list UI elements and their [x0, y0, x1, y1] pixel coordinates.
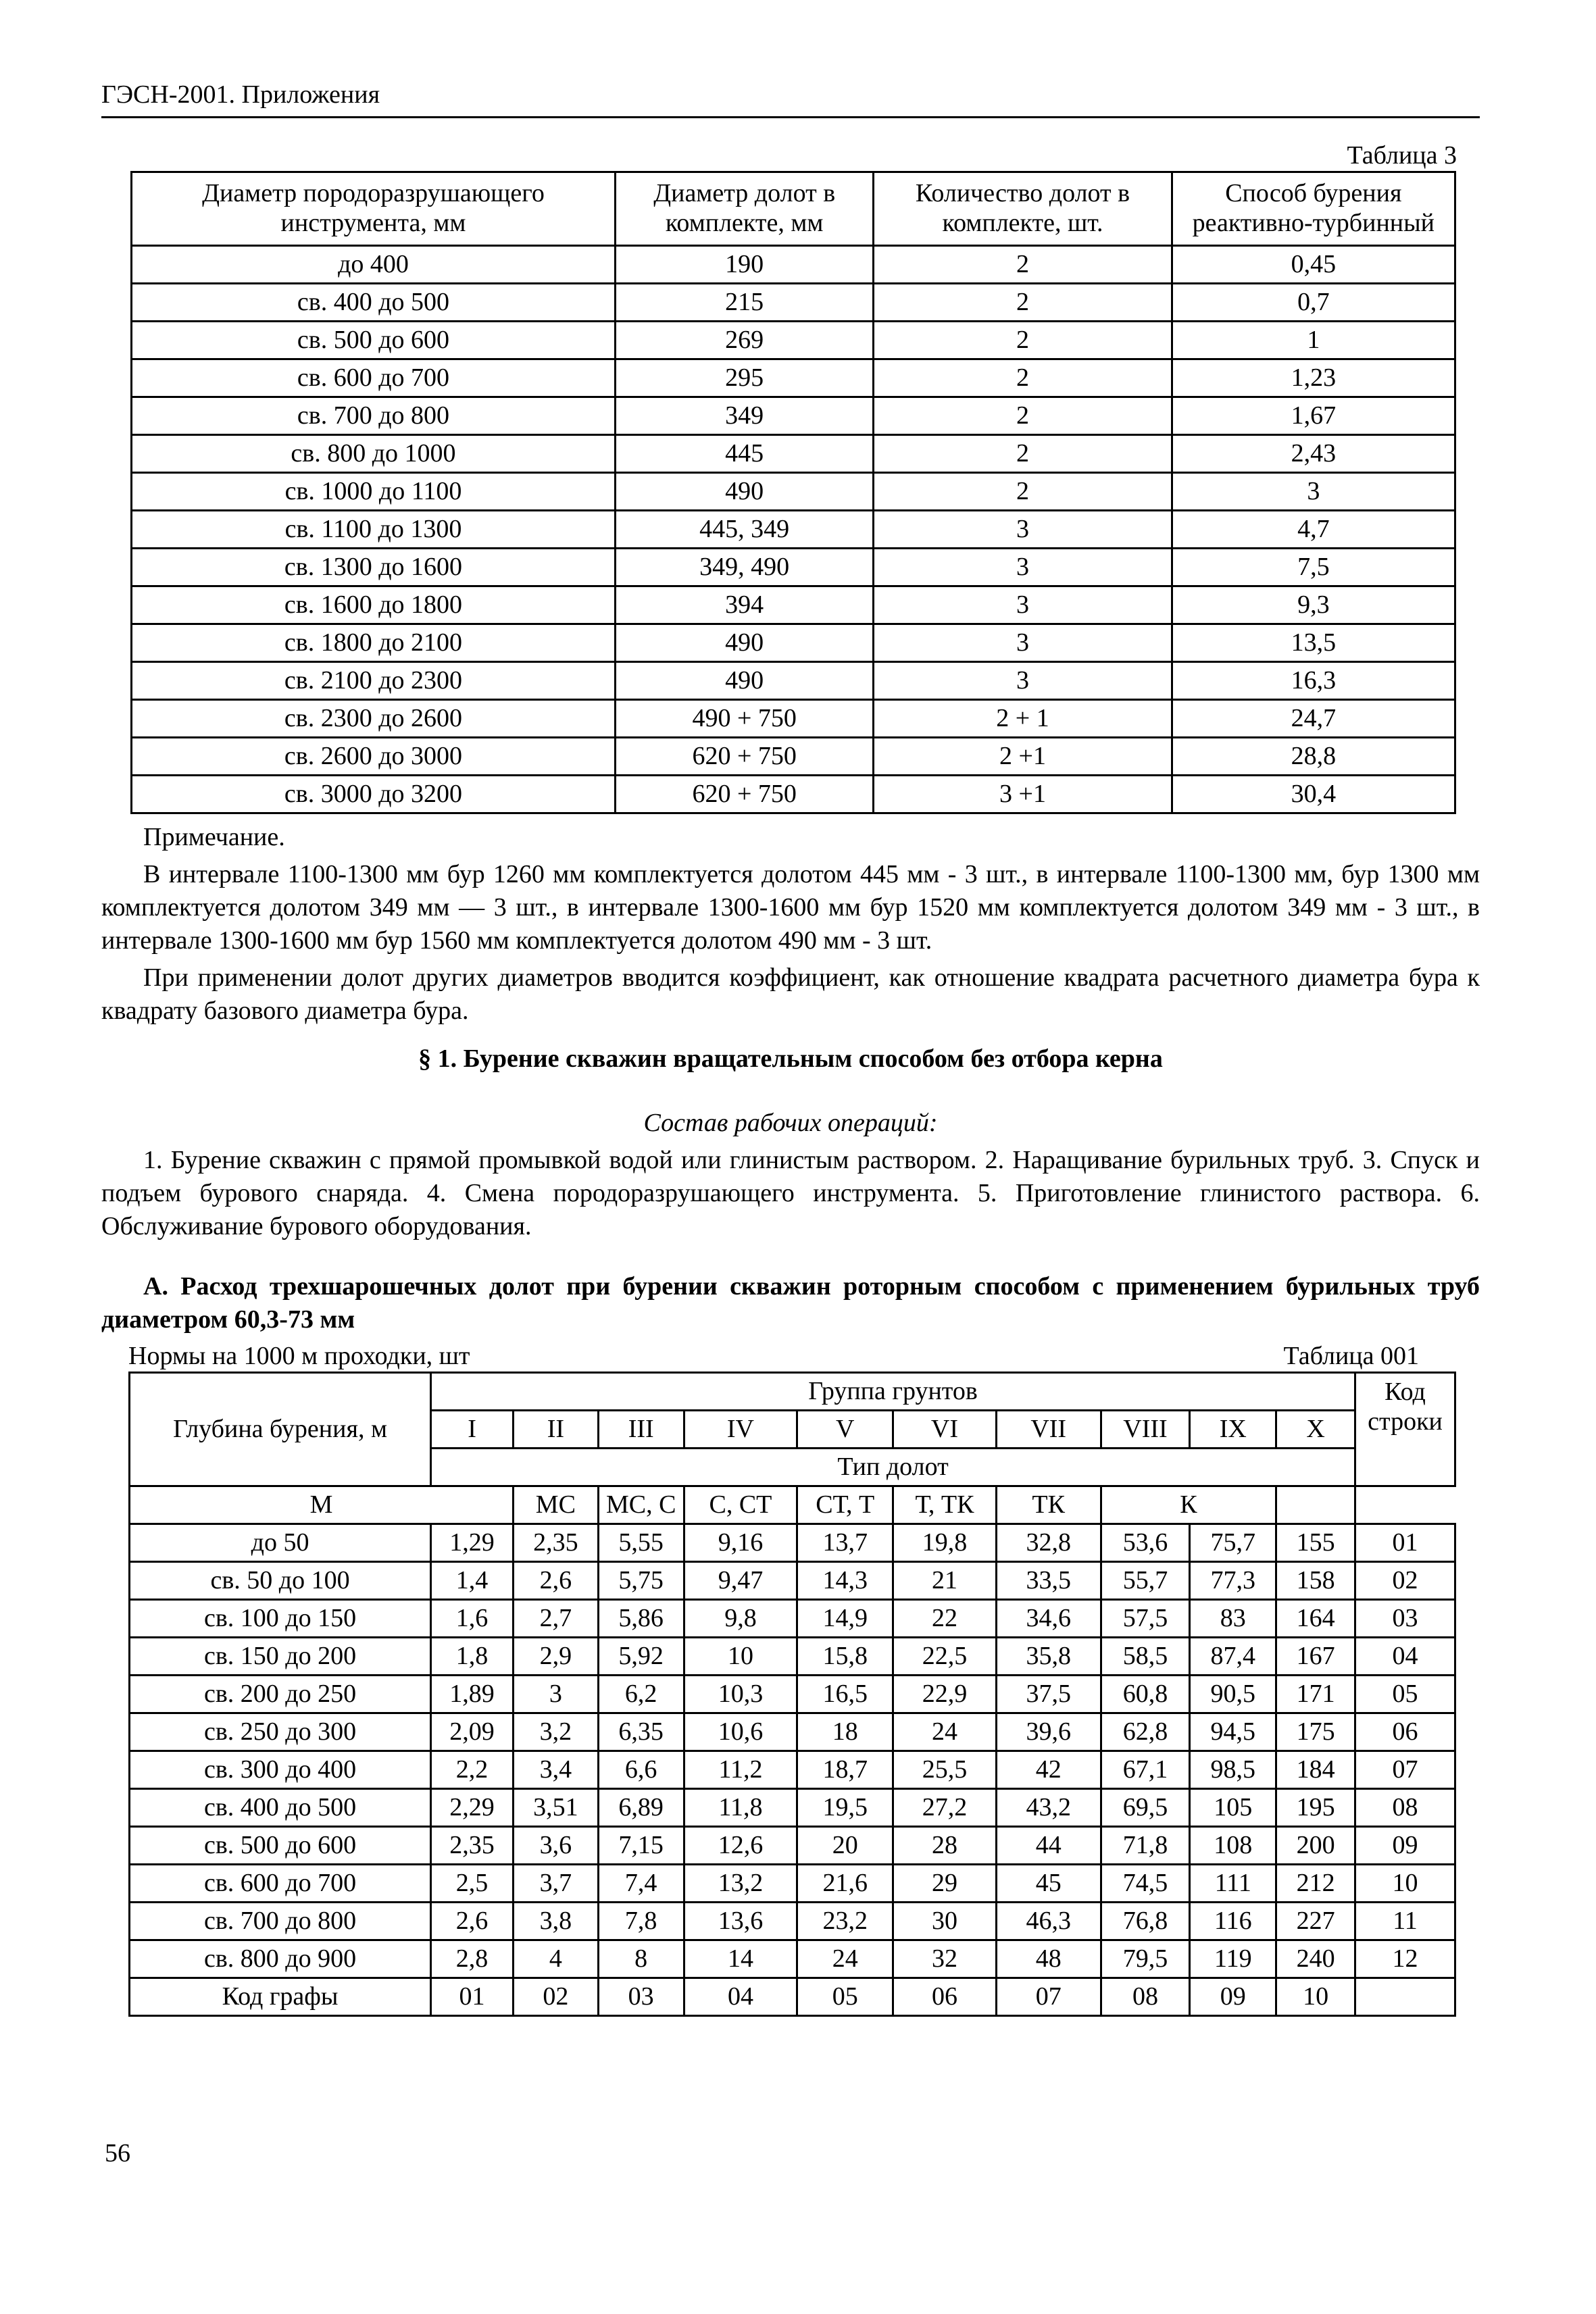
table3-col-bit-count: Количество долот в комплекте, шт.	[874, 172, 1172, 246]
bit-type-cell: ТК	[996, 1486, 1101, 1524]
bit-type-cell: К	[1101, 1486, 1276, 1524]
soil-group-cell: VIII	[1101, 1411, 1190, 1449]
table001-header	[130, 1373, 1455, 1524]
norm-value-cell: 1,6	[431, 1600, 514, 1638]
row-code-cell: 05	[1355, 1676, 1455, 1713]
norm-value-cell: 175	[1276, 1713, 1355, 1751]
norm-value-cell: 2,6	[513, 1562, 598, 1600]
norm-value-cell: 44	[996, 1827, 1101, 1865]
row-code-cell: 02	[1355, 1562, 1455, 1600]
norm-value-cell: 21,6	[797, 1865, 893, 1903]
bit-diameter-cell: 620 + 750	[615, 738, 873, 776]
table3-row	[132, 246, 1455, 284]
table001-row	[130, 1865, 1455, 1903]
table001-row	[130, 1676, 1455, 1713]
table3-header-row	[132, 172, 1455, 246]
tool-diameter-cell: св. 400 до 500	[132, 284, 616, 322]
norm-value-cell: 15,8	[797, 1638, 893, 1676]
norm-value-cell: 35,8	[996, 1638, 1101, 1676]
norm-value-cell: 10,6	[684, 1713, 797, 1751]
table001-row	[130, 1827, 1455, 1865]
norm-value-cell: 22,9	[893, 1676, 997, 1713]
norm-value-cell: 227	[1276, 1903, 1355, 1940]
norm-value-cell: 11,8	[684, 1789, 797, 1827]
norm-value-cell: 16,5	[797, 1676, 893, 1713]
bit-count-cell: 2	[874, 246, 1172, 284]
tool-diameter-cell: св. 1600 до 1800	[132, 586, 616, 624]
norm-value-cell: 158	[1276, 1562, 1355, 1600]
norm-value-cell: 212	[1276, 1865, 1355, 1903]
method-coefficient-cell: 3	[1172, 473, 1455, 511]
norm-value-cell: 46,3	[996, 1903, 1101, 1940]
tool-diameter-cell: до 400	[132, 246, 616, 284]
column-code-cell: 08	[1101, 1978, 1190, 2016]
norm-value-cell: 75,7	[1190, 1524, 1276, 1562]
bit-count-cell: 2	[874, 435, 1172, 473]
table3-col-tool-diameter: Диаметр породоразрушающего инструмента, мм	[132, 172, 616, 246]
bit-diameter-cell: 445	[615, 435, 873, 473]
norm-value-cell: 8	[598, 1940, 684, 1978]
method-coefficient-cell: 0,7	[1172, 284, 1455, 322]
bit-count-cell: 3	[874, 549, 1172, 586]
bit-diameter-cell: 490 + 750	[615, 700, 873, 738]
bit-type-header: Тип долот	[431, 1449, 1355, 1486]
method-coefficient-cell: 28,8	[1172, 738, 1455, 776]
table001-row	[130, 1789, 1455, 1827]
norm-value-cell: 2,29	[431, 1789, 514, 1827]
tool-diameter-cell: св. 2300 до 2600	[132, 700, 616, 738]
norm-value-cell: 32,8	[996, 1524, 1101, 1562]
table3-row	[132, 586, 1455, 624]
row-code-cell: 11	[1355, 1903, 1455, 1940]
norm-value-cell: 116	[1190, 1903, 1276, 1940]
column-code-cell: 04	[684, 1978, 797, 2016]
bit-count-cell: 3	[874, 511, 1172, 549]
norm-value-cell: 28	[893, 1827, 997, 1865]
row-code-cell: 06	[1355, 1713, 1455, 1751]
norm-value-cell: 21	[893, 1562, 997, 1600]
table001-row	[130, 1713, 1455, 1751]
row-code-cell: 01	[1355, 1524, 1455, 1562]
norm-value-cell: 14,9	[797, 1600, 893, 1638]
table001-body	[130, 1524, 1455, 2016]
soil-group-cell: X	[1276, 1411, 1355, 1449]
tool-diameter-cell: св. 3000 до 3200	[132, 776, 616, 813]
table3-row	[132, 473, 1455, 511]
table001-caption: Таблица 001	[1283, 1342, 1419, 1370]
column-code-cell: 07	[996, 1978, 1101, 2016]
running-header: ГЭСН-2001. Приложения	[101, 80, 380, 109]
bit-count-cell: 2	[874, 322, 1172, 359]
soil-group-header: Группа грунтов	[431, 1373, 1355, 1411]
bit-count-cell: 3 +1	[874, 776, 1172, 813]
norm-value-cell: 2,35	[513, 1524, 598, 1562]
table001-row	[130, 1751, 1455, 1789]
table3-row	[132, 549, 1455, 586]
table3-row	[132, 624, 1455, 662]
note-title: Примечание.	[143, 823, 285, 851]
norm-value-cell: 18,7	[797, 1751, 893, 1789]
norm-value-cell: 71,8	[1101, 1827, 1190, 1865]
table3-row	[132, 359, 1455, 397]
bit-type-cell: С, СТ	[684, 1486, 797, 1524]
method-coefficient-cell: 2,43	[1172, 435, 1455, 473]
norm-value-cell: 6,35	[598, 1713, 684, 1751]
bit-type-cell: МС	[513, 1486, 598, 1524]
norm-value-cell: 167	[1276, 1638, 1355, 1676]
norm-value-cell: 7,15	[598, 1827, 684, 1865]
tool-diameter-cell: св. 1300 до 1600	[132, 549, 616, 586]
norm-value-cell: 30	[893, 1903, 997, 1940]
norm-value-cell: 76,8	[1101, 1903, 1190, 1940]
method-coefficient-cell: 1,67	[1172, 397, 1455, 435]
depth-cell: св. 600 до 700	[130, 1865, 431, 1903]
norm-value-cell: 9,16	[684, 1524, 797, 1562]
table3	[130, 171, 1456, 814]
norm-value-cell: 29	[893, 1865, 997, 1903]
norm-value-cell: 45	[996, 1865, 1101, 1903]
bit-diameter-cell: 394	[615, 586, 873, 624]
norm-value-cell: 53,6	[1101, 1524, 1190, 1562]
norm-value-cell: 83	[1190, 1600, 1276, 1638]
norm-value-cell: 2,6	[431, 1903, 514, 1940]
soil-group-cell: I	[431, 1411, 514, 1449]
norm-value-cell: 1,4	[431, 1562, 514, 1600]
norm-value-cell: 62,8	[1101, 1713, 1190, 1751]
norm-value-cell: 55,7	[1101, 1562, 1190, 1600]
table3-col-method: Способ бурения реактивно-турбинный	[1172, 172, 1455, 246]
norm-value-cell: 184	[1276, 1751, 1355, 1789]
bit-diameter-cell: 190	[615, 246, 873, 284]
method-coefficient-cell: 13,5	[1172, 624, 1455, 662]
depth-cell: до 50	[130, 1524, 431, 1562]
method-coefficient-cell: 4,7	[1172, 511, 1455, 549]
depth-cell: св. 400 до 500	[130, 1789, 431, 1827]
bit-type-empty-cell	[1276, 1486, 1355, 1524]
method-coefficient-cell: 0,45	[1172, 246, 1455, 284]
norm-value-cell: 2,5	[431, 1865, 514, 1903]
bit-diameter-cell: 295	[615, 359, 873, 397]
row-code-header: Код строки	[1355, 1373, 1455, 1486]
norm-value-cell: 22	[893, 1600, 997, 1638]
table001-row	[130, 1562, 1455, 1600]
page-number: 56	[105, 2139, 130, 2167]
norm-value-cell: 19,8	[893, 1524, 997, 1562]
depth-header: Глубина бурения, м	[130, 1373, 431, 1486]
norm-value-cell: 79,5	[1101, 1940, 1190, 1978]
norm-value-cell: 67,1	[1101, 1751, 1190, 1789]
bit-count-cell: 2	[874, 397, 1172, 435]
soil-group-cell: II	[513, 1411, 598, 1449]
norm-value-cell: 3,2	[513, 1713, 598, 1751]
column-code-label: Код графы	[130, 1978, 431, 2016]
tool-diameter-cell: св. 800 до 1000	[132, 435, 616, 473]
method-coefficient-cell: 1,23	[1172, 359, 1455, 397]
section-title: § 1. Бурение скважин вращательным способом без отбора керна	[418, 1045, 1163, 1073]
norm-value-cell: 2,2	[431, 1751, 514, 1789]
row-code-cell: 09	[1355, 1827, 1455, 1865]
norm-value-cell: 195	[1276, 1789, 1355, 1827]
tool-diameter-cell: св. 500 до 600	[132, 322, 616, 359]
norm-value-cell: 14,3	[797, 1562, 893, 1600]
norm-value-cell: 25,5	[893, 1751, 997, 1789]
norm-value-cell: 2,35	[431, 1827, 514, 1865]
table3-row	[132, 322, 1455, 359]
norm-value-cell: 4	[513, 1940, 598, 1978]
norm-value-cell: 108	[1190, 1827, 1276, 1865]
norm-value-cell: 10	[684, 1638, 797, 1676]
note-paragraph-2: При применении долот других диаметров вводится коэффициент, как отношение квадрата расчетного диаметра бура к квадрату базового диаметра бура.	[101, 963, 1480, 1025]
norm-value-cell: 171	[1276, 1676, 1355, 1713]
norm-value-cell: 3,8	[513, 1903, 598, 1940]
table3-col-bit-diameter: Диаметр долот в комплекте, мм	[615, 172, 873, 246]
norm-value-cell: 74,5	[1101, 1865, 1190, 1903]
norm-value-cell: 111	[1190, 1865, 1276, 1903]
norm-value-cell: 1,8	[431, 1638, 514, 1676]
norm-value-cell: 3	[513, 1676, 598, 1713]
depth-cell: св. 250 до 300	[130, 1713, 431, 1751]
tool-diameter-cell: св. 1000 до 1100	[132, 473, 616, 511]
soil-group-cell: IX	[1190, 1411, 1276, 1449]
bit-diameter-cell: 620 + 750	[615, 776, 873, 813]
norm-value-cell: 10,3	[684, 1676, 797, 1713]
soil-group-cell: IV	[684, 1411, 797, 1449]
norm-value-cell: 240	[1276, 1940, 1355, 1978]
column-code-cell: 01	[431, 1978, 514, 2016]
operations-title: Состав рабочих операций:	[643, 1109, 938, 1137]
row-code-cell: 04	[1355, 1638, 1455, 1676]
depth-cell: св. 300 до 400	[130, 1751, 431, 1789]
row-code-cell: 03	[1355, 1600, 1455, 1638]
norm-value-cell: 5,55	[598, 1524, 684, 1562]
note-paragraph-1: В интервале 1100-1300 мм бур 1260 мм комплектуется долотом 445 мм - 3 шт., в интервале 1100-1300 мм, бур 1300 мм комплектуется долотом 349 мм — 3 шт., в интервале 1300-1600 мм бур 1520 мм комплектуется долотом 349 мм - 3 шт., в интервале 1300-1600 мм бур 1560 мм комплектуется долотом 490 мм - 3 шт.	[101, 860, 1480, 955]
table3-row	[132, 700, 1455, 738]
method-coefficient-cell: 16,3	[1172, 662, 1455, 700]
soil-group-cell: V	[797, 1411, 893, 1449]
tool-diameter-cell: св. 700 до 800	[132, 397, 616, 435]
depth-cell: св. 200 до 250	[130, 1676, 431, 1713]
bit-diameter-cell: 490	[615, 473, 873, 511]
header-rule	[101, 116, 1480, 118]
bit-diameter-cell: 445, 349	[615, 511, 873, 549]
bit-type-cell: СТ, Т	[797, 1486, 893, 1524]
norm-value-cell: 32	[893, 1940, 997, 1978]
norm-value-cell: 1,29	[431, 1524, 514, 1562]
tool-diameter-cell: св. 2100 до 2300	[132, 662, 616, 700]
norm-value-cell: 105	[1190, 1789, 1276, 1827]
norm-value-cell: 1,89	[431, 1676, 514, 1713]
bit-diameter-cell: 349, 490	[615, 549, 873, 586]
depth-cell: св. 500 до 600	[130, 1827, 431, 1865]
table3-row	[132, 284, 1455, 322]
method-coefficient-cell: 24,7	[1172, 700, 1455, 738]
norm-value-cell: 60,8	[1101, 1676, 1190, 1713]
table3-row	[132, 662, 1455, 700]
tool-diameter-cell: св. 1800 до 2100	[132, 624, 616, 662]
norm-value-cell: 7,4	[598, 1865, 684, 1903]
method-coefficient-cell: 30,4	[1172, 776, 1455, 813]
table3-row	[132, 397, 1455, 435]
bit-count-cell: 2 + 1	[874, 700, 1172, 738]
depth-cell: св. 100 до 150	[130, 1600, 431, 1638]
tool-diameter-cell: св. 1100 до 1300	[132, 511, 616, 549]
norm-value-cell: 42	[996, 1751, 1101, 1789]
column-code-empty-cell	[1355, 1978, 1455, 2016]
norm-value-cell: 13,6	[684, 1903, 797, 1940]
row-code-cell: 12	[1355, 1940, 1455, 1978]
norm-value-cell: 164	[1276, 1600, 1355, 1638]
norm-value-cell: 7,8	[598, 1903, 684, 1940]
norm-value-cell: 5,92	[598, 1638, 684, 1676]
table001-row	[130, 1600, 1455, 1638]
norm-value-cell: 13,7	[797, 1524, 893, 1562]
bit-count-cell: 3	[874, 586, 1172, 624]
norm-value-cell: 24	[797, 1940, 893, 1978]
operations-text: 1. Бурение скважин с прямой промывкой водой или глинистым раствором. 2. Наращивание бурильных труб. 3. Спуск и подъем бурового снаряда. 4. Смена породоразрушающего инструмента. 5. Приготовление глинистого раствора. 6. Обслуживание бурового оборудования.	[101, 1146, 1480, 1240]
norm-value-cell: 3,4	[513, 1751, 598, 1789]
norm-value-cell: 14	[684, 1940, 797, 1978]
table001-row	[130, 1524, 1455, 1562]
norm-value-cell: 11,2	[684, 1751, 797, 1789]
bit-count-cell: 2	[874, 359, 1172, 397]
norm-value-cell: 12,6	[684, 1827, 797, 1865]
table001-row	[130, 1903, 1455, 1940]
column-code-cell: 09	[1190, 1978, 1276, 2016]
norm-value-cell: 69,5	[1101, 1789, 1190, 1827]
table001	[128, 1372, 1456, 2017]
norm-value-cell: 57,5	[1101, 1600, 1190, 1638]
subsection-title: А. Расход трехшарошечных долот при бурении скважин роторным способом с применением бурильных труб диаметром 60,3-73 мм	[101, 1272, 1480, 1334]
table3-row	[132, 738, 1455, 776]
norm-value-cell: 155	[1276, 1524, 1355, 1562]
norm-value-cell: 90,5	[1190, 1676, 1276, 1713]
soil-group-cell: III	[598, 1411, 684, 1449]
column-code-row	[130, 1978, 1455, 2016]
tool-diameter-cell: св. 2600 до 3000	[132, 738, 616, 776]
norm-value-cell: 77,3	[1190, 1562, 1276, 1600]
note-block	[101, 821, 1480, 1028]
bit-diameter-cell: 349	[615, 397, 873, 435]
row-code-cell: 10	[1355, 1865, 1455, 1903]
norm-value-cell: 6,2	[598, 1676, 684, 1713]
method-coefficient-cell: 9,3	[1172, 586, 1455, 624]
norm-value-cell: 2,7	[513, 1600, 598, 1638]
row-code-cell: 08	[1355, 1789, 1455, 1827]
bit-count-cell: 2 +1	[874, 738, 1172, 776]
norm-value-cell: 3,6	[513, 1827, 598, 1865]
bit-count-cell: 3	[874, 624, 1172, 662]
column-code-cell: 06	[893, 1978, 997, 2016]
column-code-cell: 05	[797, 1978, 893, 2016]
norm-value-cell: 119	[1190, 1940, 1276, 1978]
norm-value-cell: 34,6	[996, 1600, 1101, 1638]
depth-cell: св. 50 до 100	[130, 1562, 431, 1600]
norm-value-cell: 20	[797, 1827, 893, 1865]
bit-type-cell: МС, С	[598, 1486, 684, 1524]
norm-value-cell: 3,7	[513, 1865, 598, 1903]
norm-value-cell: 5,86	[598, 1600, 684, 1638]
norm-value-cell: 37,5	[996, 1676, 1101, 1713]
norm-value-cell: 33,5	[996, 1562, 1101, 1600]
norm-value-cell: 23,2	[797, 1903, 893, 1940]
norm-value-cell: 9,8	[684, 1600, 797, 1638]
method-coefficient-cell: 7,5	[1172, 549, 1455, 586]
bit-type-cell: М	[130, 1486, 514, 1524]
bit-type-cell: Т, ТК	[893, 1486, 997, 1524]
norm-value-cell: 3,51	[513, 1789, 598, 1827]
bit-count-cell: 2	[874, 473, 1172, 511]
row-code-cell: 07	[1355, 1751, 1455, 1789]
norm-value-cell: 5,75	[598, 1562, 684, 1600]
depth-cell: св. 700 до 800	[130, 1903, 431, 1940]
norm-value-cell: 87,4	[1190, 1638, 1276, 1676]
norm-value-cell: 9,47	[684, 1562, 797, 1600]
norm-value-cell: 48	[996, 1940, 1101, 1978]
depth-cell: св. 800 до 900	[130, 1940, 431, 1978]
norm-value-cell: 2,09	[431, 1713, 514, 1751]
norm-value-cell: 39,6	[996, 1713, 1101, 1751]
norm-value-cell: 2,9	[513, 1638, 598, 1676]
depth-cell: св. 150 до 200	[130, 1638, 431, 1676]
table001-row	[130, 1940, 1455, 1978]
table001-row	[130, 1638, 1455, 1676]
bit-type-row	[130, 1486, 1455, 1524]
norm-value-cell: 13,2	[684, 1865, 797, 1903]
norm-value-cell: 19,5	[797, 1789, 893, 1827]
column-code-cell: 10	[1276, 1978, 1355, 2016]
bit-count-cell: 2	[874, 284, 1172, 322]
table3-row	[132, 776, 1455, 813]
tool-diameter-cell: св. 600 до 700	[132, 359, 616, 397]
bit-diameter-cell: 269	[615, 322, 873, 359]
table3-caption: Таблица 3	[1347, 141, 1457, 170]
norm-value-cell: 58,5	[1101, 1638, 1190, 1676]
table3-body	[132, 246, 1455, 813]
bit-diameter-cell: 490	[615, 624, 873, 662]
norm-value-cell: 27,2	[893, 1789, 997, 1827]
bit-diameter-cell: 215	[615, 284, 873, 322]
norm-value-cell: 18	[797, 1713, 893, 1751]
column-code-cell: 02	[513, 1978, 598, 2016]
norm-value-cell: 98,5	[1190, 1751, 1276, 1789]
norm-value-cell: 6,89	[598, 1789, 684, 1827]
soil-group-cell: VII	[996, 1411, 1101, 1449]
norm-value-cell: 43,2	[996, 1789, 1101, 1827]
norm-value-cell: 2,8	[431, 1940, 514, 1978]
bit-diameter-cell: 490	[615, 662, 873, 700]
norm-value-cell: 22,5	[893, 1638, 997, 1676]
table3-row	[132, 511, 1455, 549]
column-code-cell: 03	[598, 1978, 684, 2016]
soil-group-cell: VI	[893, 1411, 997, 1449]
bit-count-cell: 3	[874, 662, 1172, 700]
table001-header-row-1	[130, 1373, 1455, 1411]
norm-value-cell: 200	[1276, 1827, 1355, 1865]
norm-value-cell: 6,6	[598, 1751, 684, 1789]
norms-label: Нормы на 1000 м проходки, шт	[128, 1342, 470, 1370]
table3-row	[132, 435, 1455, 473]
method-coefficient-cell: 1	[1172, 322, 1455, 359]
norm-value-cell: 24	[893, 1713, 997, 1751]
norm-value-cell: 94,5	[1190, 1713, 1276, 1751]
